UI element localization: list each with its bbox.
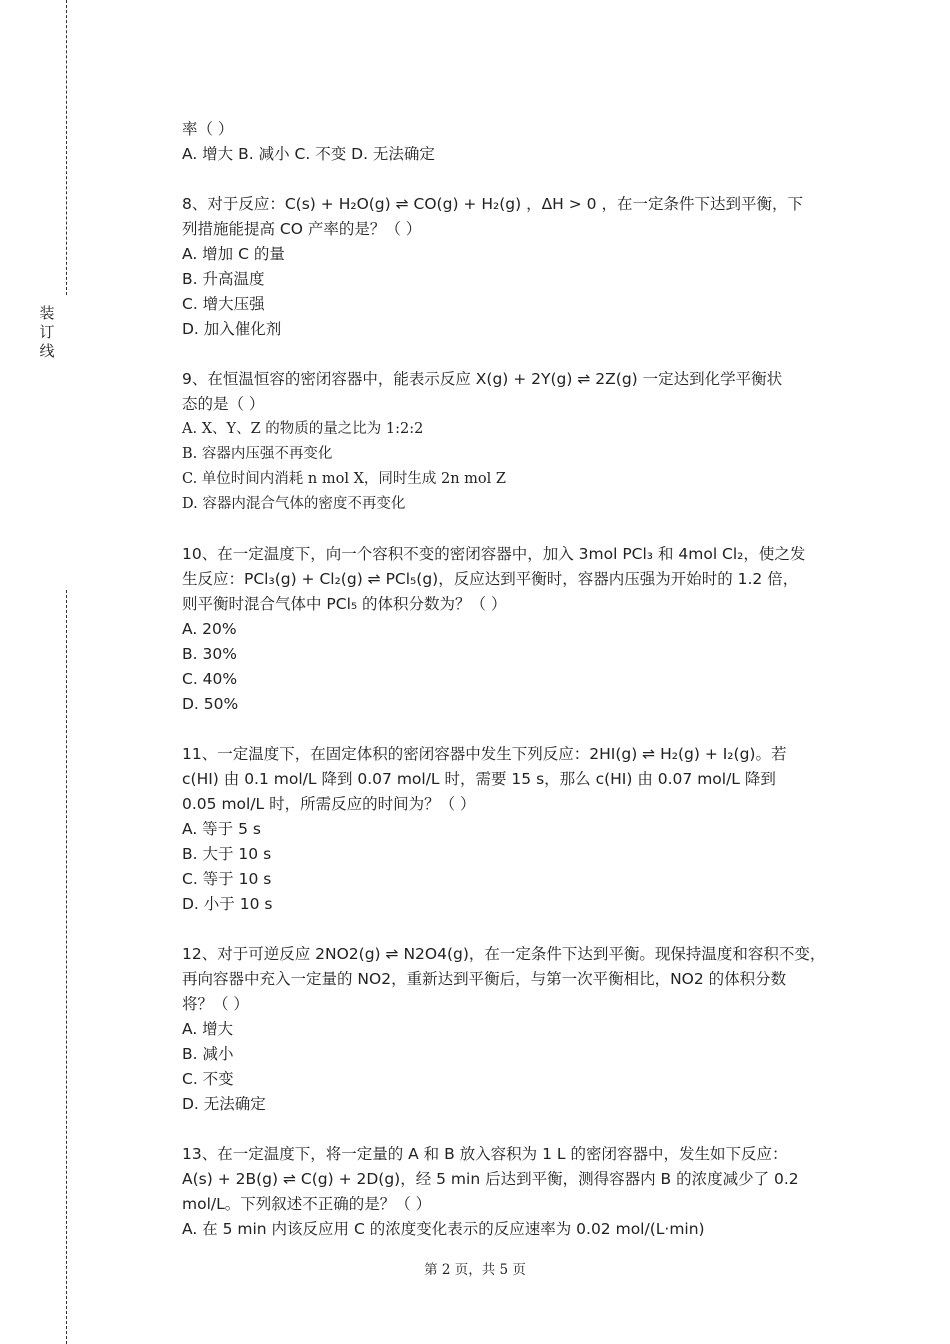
option-b: B. 减小 [182,1045,234,1063]
question-options: A. 增大 B. 减小 C. 不变 D. 无法确定 [182,145,435,163]
option-c: C. 等于 10 s [182,870,272,888]
option-a: A. 增加 C 的量 [182,245,285,263]
question-stem: 列措施能提高 CO 产率的是？（ ） [182,220,422,238]
page-footer: 第 2 页，共 5 页 [424,1262,526,1278]
question-7 [182,117,842,167]
question-stem: 12、对于可逆反应 2NO2(g) ⇌ N2O4(g)，在一定条件下达到平衡。现保持温度和容积不变， [182,945,826,963]
question-stem: c(HI) 由 0.1 mol/L 降到 0.07 mol/L 时，需要 15 s，那么 c(HI) 由 0.07 mol/L 降到 [182,770,776,788]
option-d: D. 加入催化剂 [182,320,282,338]
question-8 [182,192,842,342]
question-11 [182,742,842,917]
option-c: C. 单位时间内消耗 n mol X，同时生成 2n mol Z [182,471,506,487]
question-stem: 生反应：PCl₃(g) + Cl₂(g) ⇌ PCl₅(g)，反应达到平衡时，容器内压强为开始时的 1.2 倍， [182,570,799,588]
binding-char: 装 [39,304,55,322]
question-stem: 11、一定温度下，在固定体积的密闭容器中发生下列反应：2HI(g) ⇌ H₂(g) + I₂(g)。若 [182,745,787,763]
question-stem: 9、在恒温恒容的密闭容器中，能表示反应 X(g) + 2Y(g) ⇌ 2Z(g) 一定达到化学平衡状 [182,370,783,388]
question-stem: A(s) + 2B(g) ⇌ C(g) + 2D(g)，经 5 min 后达到平衡，测得容器内 B 的浓度减少了 0.2 [182,1170,799,1188]
binding-char: 线 [39,342,55,360]
binding-line-top [66,0,67,295]
binding-line-bottom [66,590,67,1344]
question-13 [182,1142,842,1242]
question-stem: 将？（ ） [182,995,249,1013]
binding-char: 订 [39,323,55,341]
question-12 [182,942,842,1117]
option-a: A. 增大 [182,1020,234,1038]
question-stem: 10、在一定温度下，向一个容积不变的密闭容器中，加入 3mol PCl₃ 和 4mol Cl₂，使之发 [182,545,806,563]
option-c: C. 40% [182,670,238,688]
question-stem: 则平衡时混合气体中 PCl₅ 的体积分数为？（ ） [182,595,507,613]
option-a: A. 20% [182,620,237,638]
option-c: C. 不变 [182,1070,234,1088]
option-b: B. 大于 10 s [182,845,272,863]
question-stem: 13、在一定温度下，将一定量的 A 和 B 放入容积为 1 L 的密闭容器中，发生如下反应： [182,1145,788,1163]
question-stem: 态的是（ ） [182,395,265,413]
option-d: D. 50% [182,695,239,713]
option-c: C. 增大压强 [182,295,265,313]
question-10 [182,542,842,717]
question-9 [182,367,842,517]
question-list [182,117,842,1242]
question-stem: 再向容器中充入一定量的 NO2，重新达到平衡后，与第一次平衡相比，NO2 的体积分数 [182,970,787,988]
question-stem: 8、对于反应：C(s) + H₂O(g) ⇌ CO(g) + H₂(g) ，ΔH > 0 ，在一定条件下达到平衡，下 [182,195,803,213]
question-stem: 率（ ） [182,120,234,138]
option-a: A. 等于 5 s [182,820,261,838]
option-b: B. 30% [182,645,237,663]
option-a: A. 在 5 min 内该反应用 C 的浓度变化表示的反应速率为 0.02 mol/(L·min) [182,1220,705,1238]
binding-label [38,304,56,361]
question-stem: mol/L。下列叙述不正确的是？（ ） [182,1195,432,1213]
option-b: B. 升高温度 [182,270,265,288]
option-d: D. 无法确定 [182,1095,266,1113]
option-a: A. X、Y、Z 的物质的量之比为 1:2:2 [182,421,424,437]
question-stem: 0.05 mol/L 时，所需反应的时间为？（ ） [182,795,476,813]
option-b: B. 容器内压强不再变化 [182,446,333,462]
option-d: D. 容器内混合气体的密度不再变化 [182,496,406,512]
option-d: D. 小于 10 s [182,895,273,913]
